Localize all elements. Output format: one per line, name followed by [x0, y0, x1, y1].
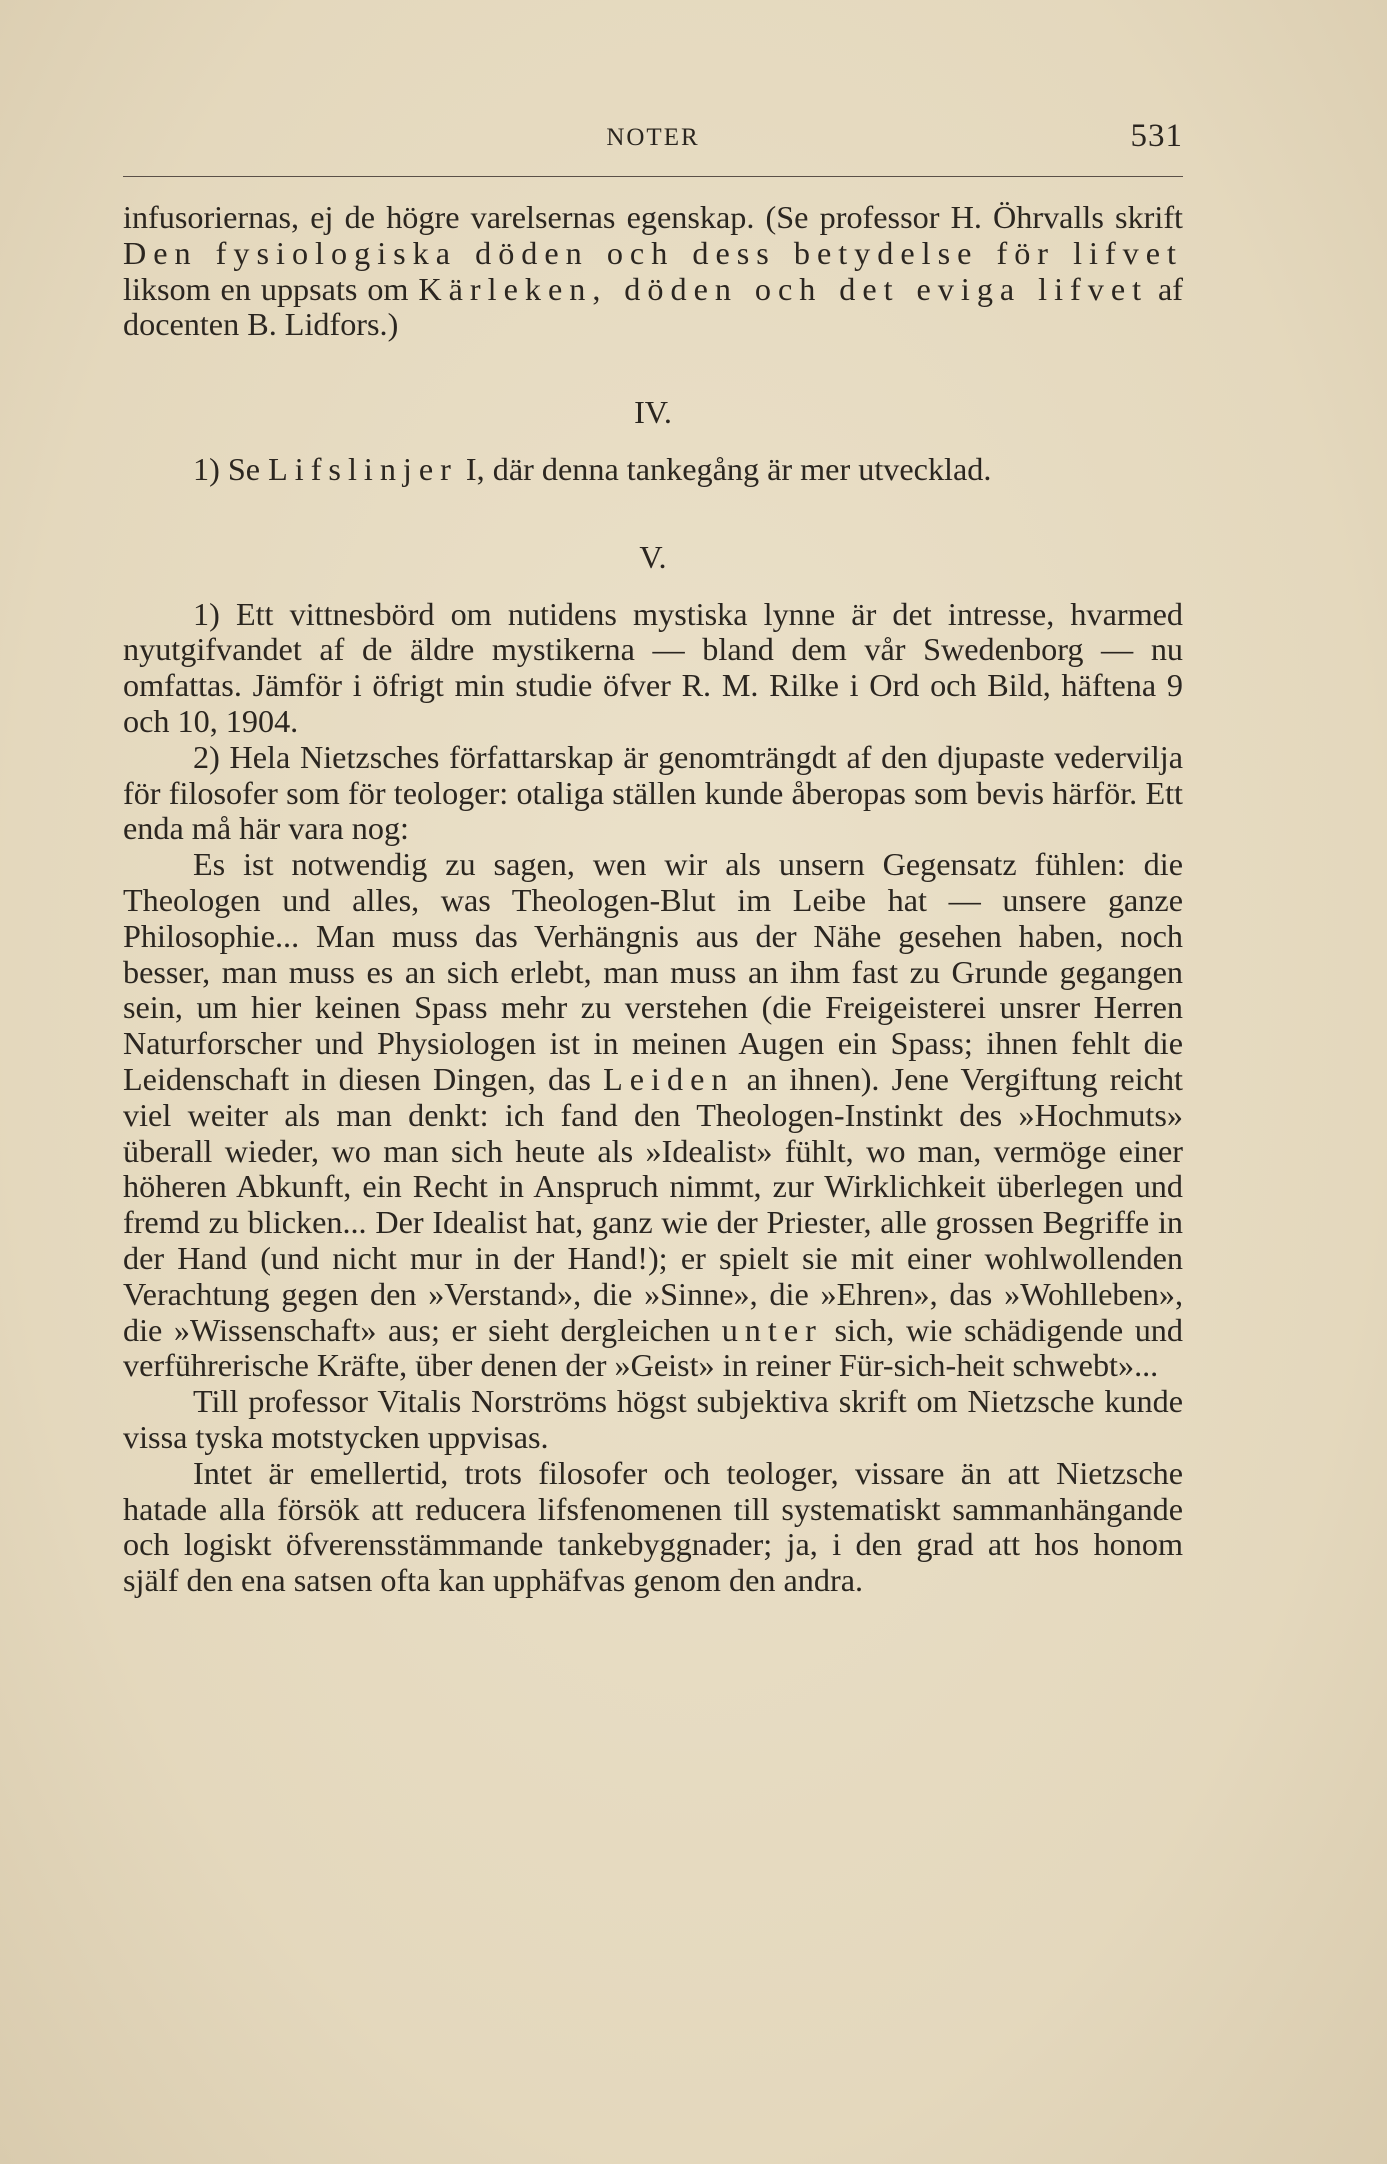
note-v-2-quote: Es ist notwendig zu sagen, wen wir als unsern Gegensatz fühlen: die Theologen und alles, was Theologen-Blut im Leibe hat — unsere ganze Philosophie... Man muss das Verhängnis aus der Nähe gesehen haben, noch besser, man muss es an sich erlebt, man muss an ihm fast zu Grunde gegangen sein, um hier keinen Spass mehr zu verstehen (die Freigeisterei unsrer Herren Naturforscher und Physiologen ist in meinen Augen ein Spass; ihnen fehlt die Leidenschaft in diesen Dingen, das Leiden an ihnen). Jene Vergiftung reicht viel weiter als man denkt: ich fand den Theologen-Instinkt des »Hochmuts» überall wieder, wo man sich heute als »Idealist» fühlt, wo man, vermöge einer höheren Abkunft, ein Recht in Anspruch nimmt, zur Wirklichkeit überlegen und fremd zu blicken... Der Idealist hat, ganz wie der Priester, alle grossen Begriffe in der Hand (und nicht mur in der Hand!); er spielt sie mit einer wohlwollenden Verachtung gegen den »Verstand», die »Sinne», die »Ehren», das »Wohlleben», die »Wissenschaft» aus; er sieht dergleichen unter sich, wie schädigende und verführerische Kräfte, über denen der »Geist» in reiner Für-sich-heit schwebt»... — [123, 846, 1183, 1384]
spaced-word: Leiden — [603, 1060, 735, 1097]
spaced-title: Lifslinjer — [268, 450, 458, 487]
paragraph-conclusion: Intet är emellertid, trots filosofer och teologer, vissare än att Nietzsche hatade alla försök att reducera lifsfenomenen till systematiskt sammanhängande och logiskt öfverensstämmande tankebyggnader; ja, i den grad att hos honom själf den ena satsen ofta kan upphäfvas genom den andra. — [123, 1454, 1183, 1599]
header-rule — [123, 176, 1183, 177]
note-v-1: 1) Ett vittnesbörd om nutidens mystiska lynne är det intresse, hvarmed nyutgifvandet af de äldre mystikerna — bland dem vår Swedenborg — nu omfattas. Jämför i öfrigt min studie öfver R. M. Rilke i Ord och Bild, häftena 9 och 10, 1904. — [123, 595, 1183, 739]
note-v-2: 2) Hela Nietzsches författarskap är genomträngdt af den djupaste vedervilja för filosofer som för teologer: otaliga ställen kunde åberopas som bevis härför. Ett enda må här vara nog: — [123, 738, 1183, 847]
page-header — [123, 118, 1183, 168]
page-number: 531 — [1130, 118, 1183, 154]
notes-body — [123, 200, 1183, 1599]
paragraph-norstrom: Till professor Vitalis Norströms högst subjektiva skrift om Nietzsche kunde vissa tyska motstycken uppvisas. — [123, 1383, 1183, 1455]
note-iv-1: 1) Se Lifslinjer I, där denna tankegång är mer utvecklad. — [193, 450, 992, 487]
spaced-word: unter — [721, 1311, 823, 1348]
spaced-title: Kärleken, döden och det eviga lifvet — [418, 270, 1149, 307]
intro-paragraph: infusoriernas, ej de högre varelsernas egenskap. (Se professor H. Öhrvalls skrift Den fysiologiska döden och dess betydelse för lifvet liksom en uppsats om Kärleken, döden och det eviga lifvet af docenten B. Lidfors.) — [123, 199, 1184, 343]
spaced-title: Den fysiologiska döden och dess betydelse för lifvet — [123, 234, 1183, 271]
running-head: NOTER — [606, 124, 700, 151]
section-heading-v: V. — [639, 538, 667, 575]
section-heading-iv: IV. — [634, 394, 672, 431]
